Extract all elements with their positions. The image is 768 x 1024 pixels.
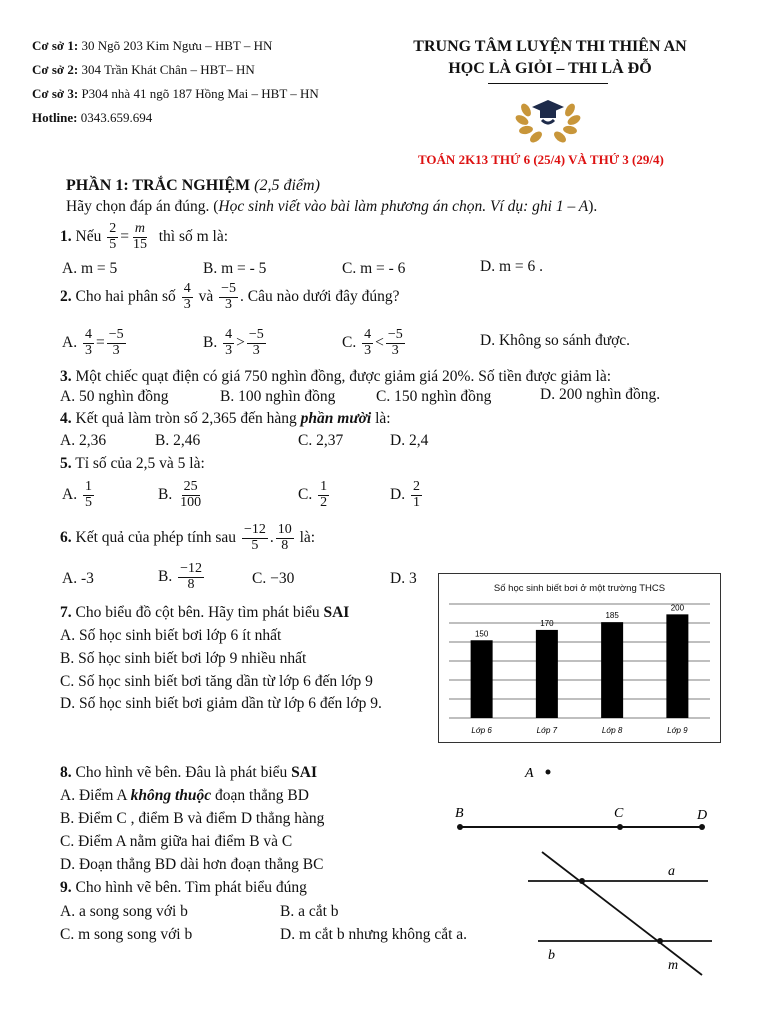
slogan: HỌC LÀ GIỎI – THI LÀ ĐỖ [448,60,652,77]
question-8: 8. Cho hình vẽ bên. Đâu là phát biểu SAI [60,764,318,781]
q1-option-c: C. m = - 6 [342,260,406,277]
q8-option-b: B. Điểm C , điểm B và điểm D thẳng hàng [60,810,325,827]
q9-option-b: B. a cắt b [280,903,339,920]
q9-option-c: C. m song song với b [60,926,193,943]
q7-option-a: A. Số học sinh biết bơi lớp 6 ít nhất [60,627,282,644]
line-m [542,852,702,975]
point-a [546,770,551,775]
q2-option-b: B. $\frac{4}{3}$ > $\frac{-5}{3}$ [203,327,264,358]
q9-option-d: D. m cắt b nhưng không cắt a. [280,926,468,943]
q7-option-b: B. Số học sinh biết bơi lớp 9 nhiều nhất [60,650,307,667]
intersection-am [579,878,585,884]
chart-data-label: 170 [540,618,554,628]
bar-chart [438,573,721,743]
chart-data-label: 200 [670,603,685,613]
line-m-label: m [668,958,679,973]
geometry-figure [440,755,740,980]
section-heading: PHẦN 1: TRẮC NGHIỆM (2,5 điểm) [66,177,320,194]
chart-plot [439,596,720,741]
q3-option-b: B. 100 nghìn đồng [220,388,336,405]
title-underline [488,83,608,84]
q8-option-a: A. Điểm A không thuộc đoạn thẳng BD [60,787,309,804]
question-7: 7. Cho biểu đồ cột bên. Hãy tìm phát biểu SAI [60,604,350,621]
campus-1: Cơ sở 1: 30 Ngõ 203 Kim Ngưu – HBT – HN [32,38,273,53]
q5-option-a: A. $\frac{1}{5}$ [62,479,92,510]
chart-category-label: Lớp 7 [536,726,558,735]
question-2: 2. Cho hai phân số $\frac{4}{3}$ và $\frac{-5}{3}$ . Câu nào dưới đây đúng? [60,281,400,312]
chart-bar [536,630,558,718]
line-b-label: b [548,948,555,963]
q9-option-a: A. a song song với b [60,903,188,920]
q7-option-d: D. Số học sinh biết bơi giảm dần từ lớp 6 đến lớp 9. [60,695,382,712]
q3-option-c: C. 150 nghìn đồng [376,388,492,405]
chart-category-label: Lớp 9 [667,726,688,735]
chart-title: Số học sinh biết bơi ở một trường THCS [493,583,666,594]
campus-2: Cơ sở 2: 304 Trần Khát Chân – HBT– HN [32,62,255,77]
q1-option-d: D. m = 6 . [480,258,543,275]
q1-option-b: B. m = - 5 [203,260,267,277]
point-c [617,824,623,830]
q4-option-b: B. 2,46 [155,432,201,449]
q3-option-a: A. 50 nghìn đồng [60,388,169,405]
q5-option-c: C. $\frac{1}{2}$ [298,479,328,510]
q2-option-c: C. $\frac{4}{3}$ < $\frac{-5}{3}$ [342,327,403,358]
section-instruction: Hãy chọn đáp án đúng. (Học sinh viết vào bài làm phương án chọn. Ví dụ: ghi 1 – A). [66,198,598,215]
point-d [699,824,705,830]
q5-option-b: B. $\frac{25}{100}$ [158,479,202,510]
chart-bar [601,622,623,718]
chart-category-label: Lớp 6 [471,726,492,735]
q2-option-a: A. $\frac{4}{3}$ = $\frac{-5}{3}$ [62,327,124,358]
q4-option-d: D. 2,4 [390,432,429,449]
q6-option-b: B. $\frac{-12}{8}$ [158,561,202,592]
q6-option-c: C. −30 [252,570,295,587]
q2-option-d: D. Không so sánh được. [480,332,631,349]
q7-option-c: C. Số học sinh biết bơi tăng dần từ lớp 6 đến lớp 9 [60,673,373,690]
q4-option-a: A. 2,36 [60,432,107,449]
point-c-label: C [614,806,624,821]
point-a-label: A [525,766,534,781]
q8-option-d: D. Đoạn thẳng BD dài hơn đoạn thẳng BC [60,856,324,873]
question-5: 5. Tỉ số của 2,5 và 5 là: [60,455,205,472]
chart-bar [666,614,688,718]
q4-option-c: C. 2,37 [298,432,344,449]
point-b-label: B [455,806,464,821]
laurel-logo-icon [512,92,584,144]
chart-bar [471,640,493,718]
intersection-bm [657,938,663,944]
chart-data-label: 185 [605,611,619,621]
q3-option-d: D. 200 nghìn đồng. [540,386,661,403]
question-4: 4. Kết quả làm tròn số 2,365 đến hàng phần mười là: [60,410,391,427]
question-9: 9. Cho hình vẽ bên. Tìm phát biểu đúng [60,879,307,896]
center-name: TRUNG TÂM LUYỆN THI THIÊN AN [413,38,687,55]
campus-3: Cơ sở 3: P304 nhà 41 ngõ 187 Hồng Mai – HBT – HN [32,86,319,101]
hotline: Hotline: 0343.659.694 [32,110,153,125]
q5-option-d: D. $\frac{2}{1}$ [390,479,420,510]
line-a-label: a [668,864,675,879]
point-d-label: D [697,808,708,823]
q6-option-d: D. 3 [390,570,417,587]
point-b [457,824,463,830]
q1-option-a: A. m = 5 [62,260,118,277]
chart-category-label: Lớp 8 [601,726,623,735]
q6-option-a: A. -3 [62,570,94,587]
chart-data-label: 150 [474,629,489,639]
question-6: 6. Kết quả của phép tính sau $\frac{-12}{5}$ . $\frac{10}{8}$ là: [60,522,316,553]
q8-option-c: C. Điểm A nằm giữa hai điểm B và C [60,833,293,850]
question-3: 3. Một chiếc quạt điện có giá 750 nghìn đồng, được giảm giá 20%. Số tiền được giảm là: [60,368,612,385]
question-1: 1. Nếu $\frac{2}{5}$ = $\frac{m}{15}$ thì số m là: [60,221,229,252]
exam-title: TOÁN 2K13 THỨ 6 (25/4) VÀ THỨ 3 (29/4) [418,152,664,167]
